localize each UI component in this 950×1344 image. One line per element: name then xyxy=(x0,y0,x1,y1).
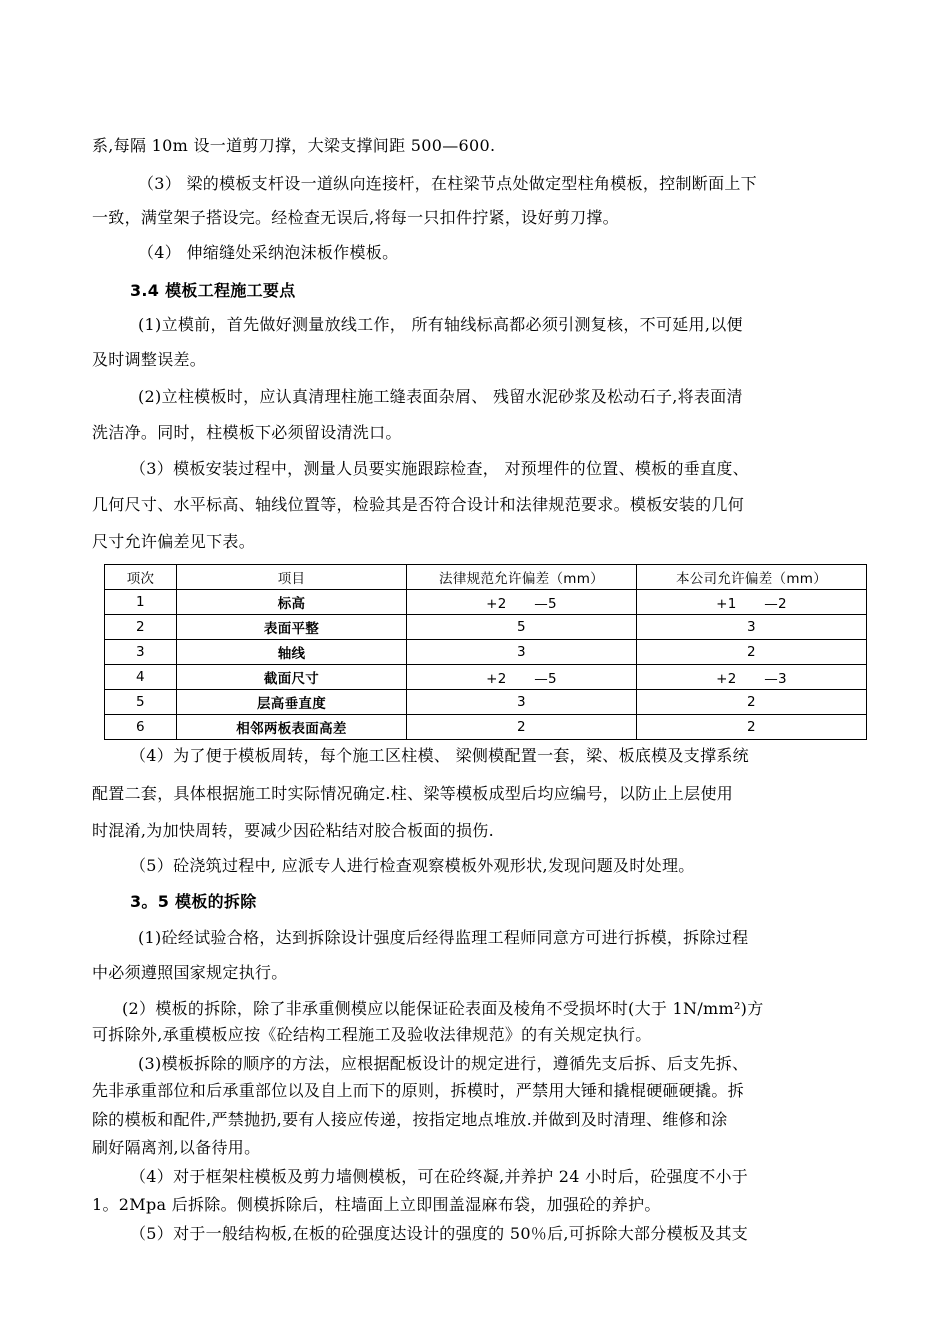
paragraph-line: 系,每隔 10m 设一道剪刀撑，大梁支撑间距 500—600. xyxy=(92,136,496,155)
paragraph-line: (1)砼经试验合格，达到拆除设计强度后经得监理工程师同意方可进行拆模，拆除过程 xyxy=(138,928,749,947)
table-cell: 3 xyxy=(407,640,637,665)
column-header: 本公司允许偏差（mm） xyxy=(637,565,867,590)
table-cell: 5 xyxy=(105,690,177,715)
paragraph-line: (3)模板拆除的顺序的方法，应根据配板设计的规定进行，遵循先支后拆、后支先拆、 xyxy=(138,1054,749,1073)
table-cell: 相邻两板表面高差 xyxy=(177,715,407,740)
paragraph-line: （3） 梁的模板支杆设一道纵向连接杆，在柱梁节点处做定型柱角模板，控制断面上下 xyxy=(138,174,757,193)
table-cell: 轴线 xyxy=(177,640,407,665)
paragraph-line: （5）砼浇筑过程中, 应派专人进行检查观察模板外观形状,发现问题及时处理。 xyxy=(130,856,695,875)
table-cell: +2 —5 xyxy=(407,665,637,690)
paragraph-line: 时混淆,为加快周转，要减少因砼粘结对胶合板面的损伤. xyxy=(92,821,494,840)
paragraph-line: 先非承重部位和后承重部位以及自上而下的原则，拆模时，严禁用大锤和撬棍硬砸硬撬。拆 xyxy=(92,1081,745,1100)
table-cell: 3 xyxy=(407,690,637,715)
paragraph-line: 一致，满堂架子搭设完。经检查无误后,将每一只扣件拧紧，设好剪刀撑。 xyxy=(92,208,619,227)
paragraph-line: 几何尺寸、水平标高、轴线位置等，检验其是否符合设计和法律规范要求。模板安装的几何 xyxy=(92,495,745,514)
paragraph-line: (1)立模前，首先做好测量放线工作， 所有轴线标高都必须引测复核，不可延用,以便 xyxy=(138,315,743,334)
table-row xyxy=(105,640,867,665)
table-cell: 2 xyxy=(105,615,177,640)
paragraph-line: 刷好隔离剂,以备待用。 xyxy=(92,1138,261,1157)
paragraph-line: 尺寸允许偏差见下表。 xyxy=(92,532,256,551)
table-cell: +1 —2 xyxy=(637,590,867,615)
column-header: 法律规范允许偏差（mm） xyxy=(407,565,637,590)
paragraph-line: （4）对于框架柱模板及剪力墙侧模板，可在砼终凝,并养护 24 小时后，砼强度不小于 xyxy=(130,1167,749,1186)
table-cell: +2 —5 xyxy=(407,590,637,615)
column-header: 项次 xyxy=(105,565,177,590)
section-heading: 3。5 模板的拆除 xyxy=(130,892,257,911)
section-heading: 3.4 模板工程施工要点 xyxy=(130,281,296,300)
table-cell: 3 xyxy=(105,640,177,665)
table-cell: 截面尺寸 xyxy=(177,665,407,690)
paragraph-line: （4） 伸缩缝处采纳泡沫板作模板。 xyxy=(138,243,399,262)
paragraph-line: （5）对于一般结构板,在板的砼强度达设计的强度的 50％后,可拆除大部分模板及其支 xyxy=(130,1224,749,1243)
table-row xyxy=(105,590,867,615)
table-row xyxy=(105,665,867,690)
paragraph-line: 可拆除外,承重模板应按《砼结构工程施工及验收法律规范》的有关规定执行。 xyxy=(92,1025,652,1044)
table-cell: 2 xyxy=(637,640,867,665)
table-row xyxy=(105,715,867,740)
table-cell: 2 xyxy=(407,715,637,740)
paragraph-line: 洗洁净。同时，柱模板下必须留设清洗口。 xyxy=(92,423,402,442)
column-header: 项目 xyxy=(177,565,407,590)
paragraph-line: 配置二套，具体根据施工时实际情况确定.柱、梁等模板成型后均应编号，以防止上层使用 xyxy=(92,784,734,803)
table-cell: +2 —3 xyxy=(637,665,867,690)
paragraph-line: 除的模板和配件,严禁抛扔,要有人接应传递，按指定地点堆放.并做到及时清理、维修和涂 xyxy=(92,1110,728,1129)
paragraph-line: （3）模板安装过程中，测量人员要实施跟踪检查， 对预埋件的位置、模板的垂直度、 xyxy=(130,459,749,478)
table-cell: 5 xyxy=(407,615,637,640)
paragraph-line: (2)立柱模板时，应认真清理柱施工缝表面杂屑、 残留水泥砂浆及松动石子,将表面清 xyxy=(138,387,743,406)
paragraph-line: 1。2Mpa 后拆除。侧模拆除后，柱墙面上立即围盖湿麻布袋，加强砼的养护。 xyxy=(92,1195,661,1214)
table-cell: 4 xyxy=(105,665,177,690)
table-row xyxy=(105,690,867,715)
table-cell: 6 xyxy=(105,715,177,740)
table-cell: 表面平整 xyxy=(177,615,407,640)
table-cell: 2 xyxy=(637,715,867,740)
table-header-row xyxy=(105,565,867,590)
paragraph-line: （4）为了便于模板周转，每个施工区柱模、 梁侧模配置一套，梁、板底模及支撑系统 xyxy=(130,746,749,765)
table-cell: 层高垂直度 xyxy=(177,690,407,715)
paragraph-line: (2）模板的拆除，除了非承重侧模应以能保证砼表面及棱角不受损坏时(大于 1N/mm²)方 xyxy=(122,999,764,1018)
tolerance-table xyxy=(104,564,867,740)
paragraph-line: 及时调整误差。 xyxy=(92,350,207,369)
paragraph-line: 中必须遵照国家规定执行。 xyxy=(92,963,288,982)
table-cell: 标高 xyxy=(177,590,407,615)
table-cell: 1 xyxy=(105,590,177,615)
table-row xyxy=(105,615,867,640)
table-cell: 2 xyxy=(637,690,867,715)
table-cell: 3 xyxy=(637,615,867,640)
